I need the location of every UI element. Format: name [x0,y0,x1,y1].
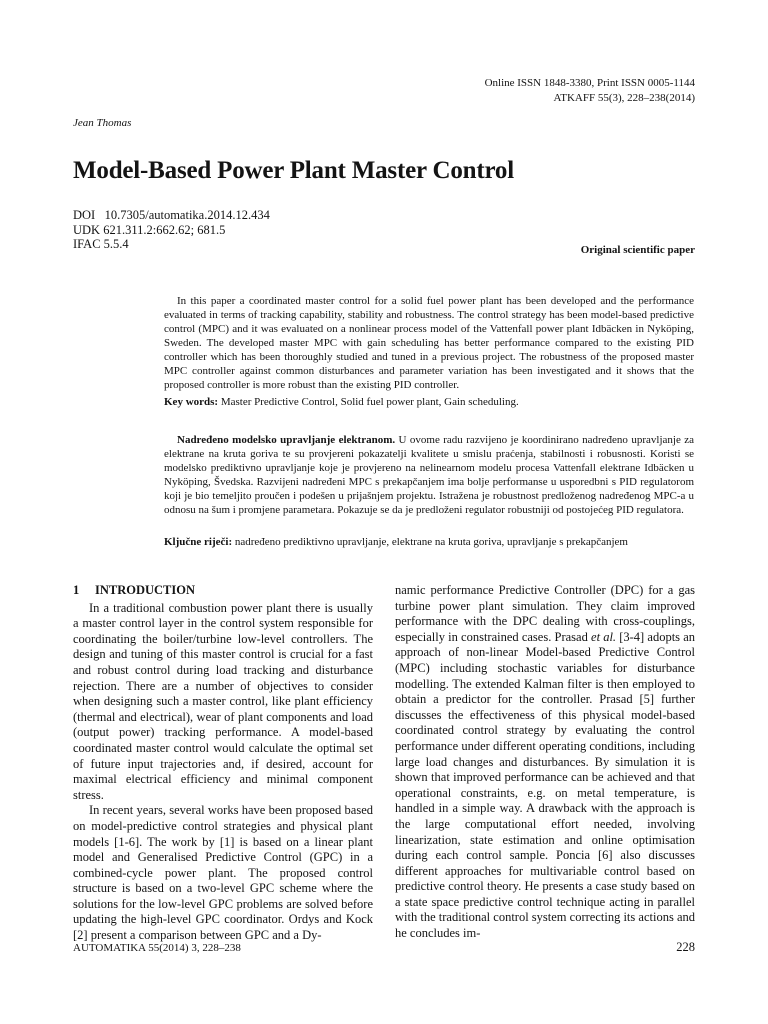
page-number: 228 [676,940,695,954]
footer-journal: AUTOMATIKA 55(2014) 3, 228–238 [73,942,241,954]
udk: UDK 621.311.2:662.62; 681.5 [73,222,226,237]
section-heading [73,583,373,599]
paragraph-right-rest: [3-4] adopts an approach of non-linear Model-based Predictive Control (MPC) including stochastic variables for disturbance modelling. The extended Kalman filter is then employed to obtain a predictor for the controller. Prasad [5] further discusses the effectiveness of this physical model-based coordinated control strategy by evaluating the control performance under different operating conditions, including large load changes and disturbances. By simulation it is shown that improved performance can be achieved and that operational constraints, e.g. on metal temperature, is handled in a simple way. A drawback with the approach is the large computational effort needed, involving linearization, state estimation and online optimisation during each control sample. Poncia [6] also discusses different approaches for multivariable control based on predictive control theory. He presents a case study based on a state space predictive control technique acting in parallel with the traditional control system correcting its actions and he concludes im- [395,629,696,941]
paragraph: In a traditional combustion power plant there is usually a master control layer in the control system responsible for coordinating the boiler/turbine low-level controllers. The design and tuning of this master control is crucial for a fast and robust control during load tracking and disturbance rejection. There are a number of objectives to consider when designing such a master control, like plant efficiency (thermal and electrical), wear of plant components and load (output power) tracking performance. A model-based coordinated master control would calculate the optimal set of future input trajectories and, if desired, account for maximal electrical efficiency and minimal component stress. [73,600,373,802]
paragraph-left-continued: In recent years, several works have been proposed based on model-predictive control strategies and physical plant models [1-6]. The work by [1] is based on a linear plant model and Generalised Predictive Control (GPC) in a combined-cycle power plant. The proposed control structure is based on a two-level GPC scheme where the solutions for the low-level GPC problems are solved before updating the high-level GPC coordinator. Ordys and Kock [2] present a comparison between GPC and a Dy- [73,803,373,943]
doi: DOI 10.7305/automatika.2014.12.434 [73,208,270,222]
paper-title: Model-Based Power Plant Master Control [73,157,514,184]
abstract-croatian-text: U ovome radu razvijeno je koordinirano nadređeno upravljanje za elektrane na kruta goriva te su provjereni pokazatelji kvalitete u smislu praćenja, stabilnosti i robusnosti. Koristi se modelsko prediktivno upravljanje koje je provjereno na nelinearnom modelu procesa Vattenfall elektrane Idbäcken u Nyköping, Švedska. Razvijeni nadređeni MPC s prekapčanjem ima bolje performanse u usporedbni s PID regulatorom koji je bio temeljito proučen i podešen u prijašnjem projektu. Istražena je robustnost predloženog nadređenog MPC-a u odnosu na šum i promjene parametara. Pokazuje se da je predloženi regulator robustniji od postojećeg PID regulatora. [164,434,695,516]
abstract-english [164,294,694,392]
abstract-croatian [164,433,694,517]
body-column-left [73,583,373,944]
issn-info [485,76,695,106]
keywords-croatian [164,535,694,549]
running-author: Jean Thomas [73,117,132,129]
section-number: 1 [73,583,80,597]
abstract-croatian-title: Nadređeno modelsko upravljanje elektranom. [177,434,396,446]
body-column-right [395,583,695,942]
ifac: IFAC 5.5.4 [73,237,129,251]
journal-ref-line: ATKAFF 55(3), 228–238(2014) [553,92,695,104]
et-al: et al. [591,629,617,644]
keywords-label: Key words: [164,396,219,408]
paragraph-right: namic performance Predictive Controller (DPC) for a gas turbine power plant simulation. They claim improved performance with the DPC dealing with cross-couplings, especially in constrained cases. Prasad et al. [3-4] adopts an approach of non-linear Model-based Predictive Control (MPC) including stochastic variables for disturbance modelling. The extended Kalman filter is then employed to obtain a predictor for the controller. Prasad [5] further discusses the effectiveness of this physical model-based coordinated control strategy by evaluating the control performance under different operating conditions, including large load changes and disturbances. By simulation it is shown that improved performance can be achieved and that operational constraints, e.g. on metal temperature, is handled in a simple way. A drawback with the approach is the large computational effort needed, involving linearization, state estimation and online optimisation during each control sample. Poncia [6] also discusses different approaches for multivariable control based on predictive control theory. He presents a case study based on a state space predictive control technique acting in parallel with the traditional control system correcting its actions and he concludes im- [395,583,696,941]
abstract-english-text: In this paper a coordinated master control for a solid fuel power plant has been developed and the performance evaluated in terms of tracking capability, stability and robustness. The control strategy has been model-based predictive control (MPC) and it was evaluated on a nonlinear process model of the Vattenfall power plant Idbäcken in Nyköping, Sweden. The developed master MPC with gain scheduling has better performance compared to the existing PID controller which has been thoroughly studied and tuned in a previous project. The robustness of the proposed master MPC controller against common disturbances and parameter variation has been investigated and it shows that the proposed controller is more robust than the existing PID controller. [164,295,694,391]
issn-line: Online ISSN 1848-3380, Print ISSN 0005-1144 [484,77,695,89]
keywords-croatian-label: Ključne riječi: [164,536,233,548]
paper-type: Original scientific paper [580,244,695,256]
keywords-english [164,395,694,409]
keywords-croatian-text: nadređeno prediktivno upravljanje, elektrane na kruta goriva, upravljanje s prekapčanjem [234,536,628,548]
identifiers [73,208,270,252]
section-title: INTRODUCTION [95,583,196,597]
keywords-text: Master Predictive Control, Solid fuel power plant, Gain scheduling. [220,396,519,408]
